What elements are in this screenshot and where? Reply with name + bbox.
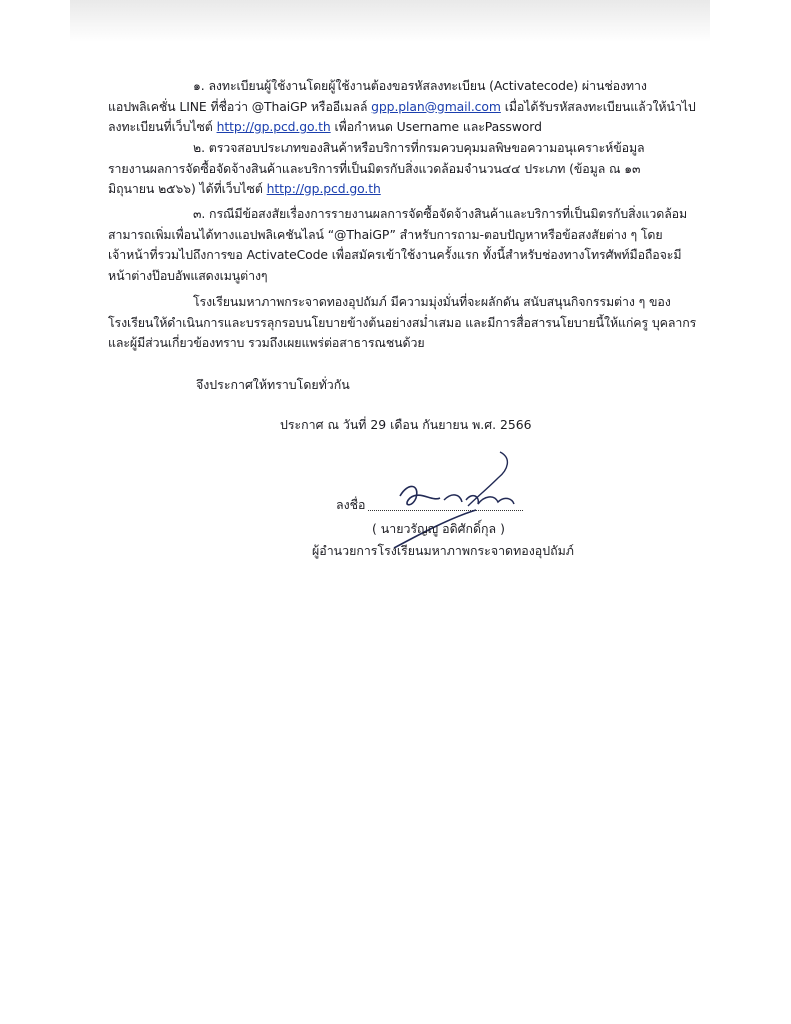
signatory-name: ( นายวรัญญู อดิศักดิ์กุล ): [372, 521, 505, 536]
announcement-date: ประกาศ ณ วันที่ 29 เดือน กันยายน พ.ศ. 2566: [280, 417, 532, 432]
item-3-line-2: สามารถเพิ่มเพื่อนได้ทางแอปพลิเคชันไลน์ “@ThaiGP” สำหรับการถาม-ตอบปัญหาหรือข้อสงสัยต่าง ๆ โดย: [108, 226, 663, 242]
email-link[interactable]: gpp.plan@gmail.com: [371, 98, 501, 114]
signature-label: ลงชื่อ: [336, 497, 366, 512]
closing-line-2: โรงเรียนให้ดำเนินการและบรรลุกรอบนโยบายข้างต้นอย่างสม่ำเสมอ และมีการสื่อสารนโยบายนี้ให้แก่ครู บุคลากร: [108, 314, 697, 330]
item-1-line-2: แอปพลิเคชั่น LINE ที่ชื่อว่า @ThaiGP หรืออีเมลล์ gpp.plan@gmail.com เมื่อได้รับรหัสลงทะเบียนแล้วให้นำไป: [108, 98, 696, 114]
item-2-paragraph: [108, 138, 688, 200]
announcement-text: จึงประกาศให้ทราบโดยทั่วกัน: [196, 377, 350, 392]
item-2-line-3: มิถุนายน ๒๕๖๖) ได้ที่เว็บไซต์ http://gp.pcd.go.th: [108, 181, 381, 196]
item-3-line-3: เจ้าหน้าที่รวมไปถึงการขอ ActivateCode เพื่อสมัครเข้าใช้งานครั้งแรก ทั้งนี้สำหรับช่องทางโทรศัพท์มือถือจะมี: [108, 247, 682, 262]
item-3-paragraph: [108, 204, 688, 286]
item-3-line-1: ๓. กรณีมีข้อสงสัยเรื่องการรายงานผลการจัดซื้อจัดจ้างสินค้าและบริการที่เป็นมิตรกับสิ่งแวดล้อม: [193, 206, 688, 221]
closing-line-1: โรงเรียนมหาภาพกระจาดทองอุปถัมภ์ มีความมุ่งมั่นที่จะผลักดัน สนับสนุนกิจกรรมต่าง ๆ ของ: [193, 294, 671, 309]
scan-shadow: [70, 0, 710, 42]
signatory-title: ผู้อำนวยการโรงเรียนมหาภาพกระจาดทองอุปถัมภ์: [312, 543, 574, 558]
item-1-line-3: ลงทะเบียนที่เว็บไซต์ http://gp.pcd.go.th เพื่อกำหนด Username และPassword: [108, 119, 542, 134]
item-1-line-1: ๑. ลงทะเบียนผู้ใช้งานโดยผู้ใช้งานต้องขอรหัสลงทะเบียน (Activatecode) ผ่านช่องทาง: [193, 78, 647, 93]
website-link-1[interactable]: http://gp.pcd.go.th: [216, 119, 331, 134]
item-1-paragraph: [108, 76, 696, 138]
item-2-line-1: ๒. ตรวจสอบประเภทของสินค้าหรือบริการที่กรมควบคุมมลพิษขอความอนุเคราะห์ข้อมูล: [193, 140, 645, 155]
item-3-line-4: หน้าต่างป๊อบอัพแสดงเมนูต่างๆ: [108, 267, 268, 283]
closing-paragraph: [108, 292, 697, 354]
website-link-2[interactable]: http://gp.pcd.go.th: [266, 181, 381, 196]
item-2-line-2: รายงานผลการจัดซื้อจัดจ้างสินค้าและบริการที่เป็นมิตรกับสิ่งแวดล้อมจำนวน๔๔ ประเภท (ข้อมูล ณ ๑๓: [108, 160, 641, 176]
closing-line-3: และผู้มีส่วนเกี่ยวข้องทราบ รวมถึงเผยแพร่ต่อสาธารณชนด้วย: [108, 335, 425, 350]
